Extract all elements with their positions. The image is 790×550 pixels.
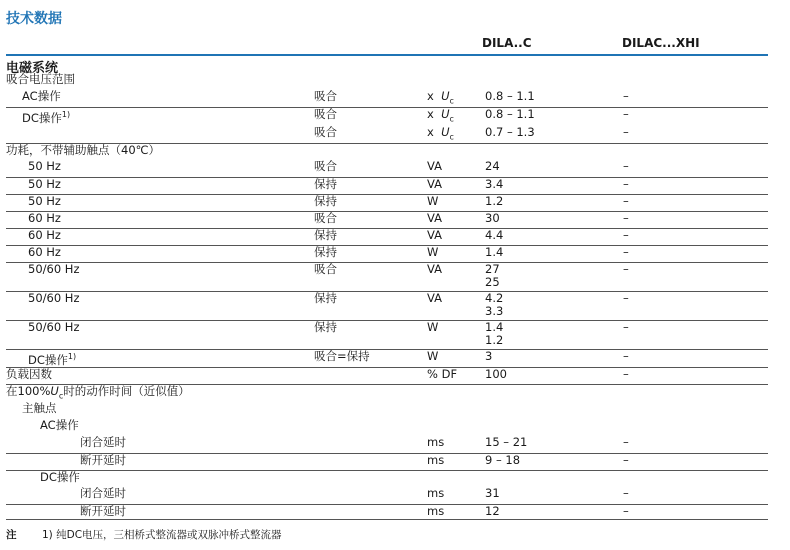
row-label: 50/60 Hz (6, 291, 314, 320)
mode-cell: 吸合 (314, 211, 424, 228)
mode-cell: 保持 (314, 228, 424, 245)
table-row (6, 320, 768, 349)
row-label: 60 Hz (6, 211, 314, 228)
value-dila-c: 1.4 1.2 (482, 320, 621, 349)
footer-rule (6, 519, 768, 520)
unit-cell: ms (427, 503, 445, 518)
value-dilac-xhi: – (621, 126, 768, 144)
table-row (6, 73, 768, 90)
value-dilac-xhi: – (621, 320, 768, 349)
unit-cell: ms (424, 487, 482, 504)
unit-cell: x $U_c$ (424, 90, 482, 108)
value-dila-c: 100 (482, 367, 621, 384)
unit-cell: W (424, 320, 482, 349)
value-dila-c: 3.4 (482, 177, 621, 194)
row-label: 负载因数 (6, 367, 314, 384)
value-dilac-xhi: – (621, 436, 768, 453)
row-label: 50/60 Hz (6, 320, 314, 349)
table-row (6, 160, 768, 177)
row-label: 闭合延时 (6, 436, 314, 453)
value-dilac-xhi: – (623, 503, 629, 518)
row-label: 主触点 (22, 401, 57, 416)
table-row (6, 470, 768, 487)
unit-cell: ms (424, 436, 482, 453)
table-row (6, 367, 768, 384)
unit-cell: ms (424, 453, 482, 470)
value-dila-c: 15 – 21 (482, 436, 621, 453)
table-row (6, 90, 768, 108)
value-dilac-xhi: – (621, 194, 768, 211)
row-label: 60 Hz (6, 245, 314, 262)
table-row (6, 487, 768, 504)
table-row (6, 177, 768, 194)
value-dilac-xhi: – (621, 160, 768, 177)
table-row (6, 108, 768, 126)
value-dilac-xhi: – (621, 453, 768, 470)
value-dilac-xhi: – (621, 262, 768, 291)
mode-cell: 吸合 (314, 126, 424, 144)
table-row (6, 211, 768, 228)
mode-cell: 保持 (314, 177, 424, 194)
mode-cell: 保持 (314, 245, 424, 262)
row-label: 功耗，不带辅助触点（40℃） (6, 142, 161, 157)
value-dila-c: 0.7 – 1.3 (482, 126, 621, 144)
table-row (6, 245, 768, 262)
value-dila-c: 0.8 – 1.1 (482, 90, 621, 108)
mode-cell: 保持 (314, 194, 424, 211)
table-row (6, 384, 768, 402)
mode-cell: 保持 (314, 320, 424, 349)
value-dilac-xhi: – (621, 291, 768, 320)
value-dilac-xhi: – (621, 487, 768, 504)
column-header-dilac-xhi: DILAC...XHI (622, 36, 700, 50)
row-label: AC操作 (6, 90, 314, 108)
unit-cell: VA (424, 177, 482, 194)
row-label: DC操作$^{1)}$ (22, 110, 71, 126)
table-row (6, 291, 768, 320)
value-dila-c: 24 (482, 160, 621, 177)
page-title: 技术数据 (6, 11, 62, 27)
value-dila-c: 12 (485, 503, 500, 518)
column-header-dila-c: DILA..C (482, 36, 532, 50)
table-row (6, 402, 768, 419)
value-dilac-xhi: – (621, 90, 768, 108)
row-label: 50 Hz (6, 194, 314, 211)
value-dila-c: 9 – 18 (482, 453, 621, 470)
value-dila-c: 27 25 (482, 262, 621, 291)
note-label: 注 (6, 529, 17, 541)
value-dilac-xhi: – (621, 228, 768, 245)
unit-cell: VA (424, 262, 482, 291)
table-row (6, 349, 768, 367)
unit-cell: W (424, 349, 482, 367)
row-label: 50 Hz (6, 160, 314, 177)
value-dila-c: 1.4 (482, 245, 621, 262)
unit-cell: VA (424, 228, 482, 245)
row-label: 闭合延时 (6, 487, 314, 504)
mode-cell: 吸合 (314, 107, 337, 122)
value-dilac-xhi: – (623, 107, 629, 122)
value-dila-c: 0.8 – 1.1 (485, 107, 535, 122)
row-label: 在$100\%U_c$时的动作时间（近似值） (6, 383, 190, 401)
row-label: AC操作 (40, 418, 79, 433)
value-dila-c: 4.4 (482, 228, 621, 245)
value-dila-c: 31 (482, 487, 621, 504)
table-row (6, 194, 768, 211)
header-rule (6, 54, 768, 56)
table-row (6, 143, 768, 160)
unit-cell: % DF (424, 367, 482, 384)
value-dila-c: 3 (482, 349, 621, 367)
unit-cell: VA (424, 211, 482, 228)
mode-cell: 吸合=保持 (314, 349, 424, 367)
value-dilac-xhi: – (621, 211, 768, 228)
value-dilac-xhi: – (621, 367, 768, 384)
table-row (6, 126, 768, 144)
mode-cell: 吸合 (314, 160, 424, 177)
unit-cell: VA (424, 160, 482, 177)
table-row (6, 419, 768, 436)
value-dila-c: 30 (482, 211, 621, 228)
row-label: DC操作$^{1)}$ (6, 349, 314, 367)
value-dilac-xhi: – (621, 245, 768, 262)
value-dila-c: 1.2 (482, 194, 621, 211)
table-row (6, 453, 768, 470)
value-dilac-xhi: – (621, 349, 768, 367)
unit-cell: W (424, 194, 482, 211)
mode-cell: 吸合 (314, 90, 424, 108)
unit-cell: x $U_c$ (424, 126, 482, 144)
mode-cell: 吸合 (314, 262, 424, 291)
unit-cell: W (424, 245, 482, 262)
row-label: 断开延时 (80, 503, 126, 518)
unit-cell: x $U_c$ (427, 107, 454, 124)
unit-cell: VA (424, 291, 482, 320)
tech-data-table (6, 73, 768, 521)
row-label: 60 Hz (6, 228, 314, 245)
section-title: 电磁系统 (6, 61, 59, 76)
row-label: 断开延时 (6, 453, 314, 470)
row-label: 50 Hz (6, 177, 314, 194)
table-row (6, 436, 768, 453)
row-label: DC操作 (40, 469, 80, 484)
value-dila-c: 4.2 3.3 (482, 291, 621, 320)
value-dilac-xhi: – (621, 177, 768, 194)
row-label: 吸合电压范围 (6, 72, 75, 86)
note-text: 1) 纯DC电压，三相桥式整流器或双脉冲桥式整流器 (42, 529, 282, 541)
row-label: 50/60 Hz (6, 262, 314, 291)
table-row (6, 262, 768, 291)
mode-cell: 保持 (314, 291, 424, 320)
table-row (6, 228, 768, 245)
